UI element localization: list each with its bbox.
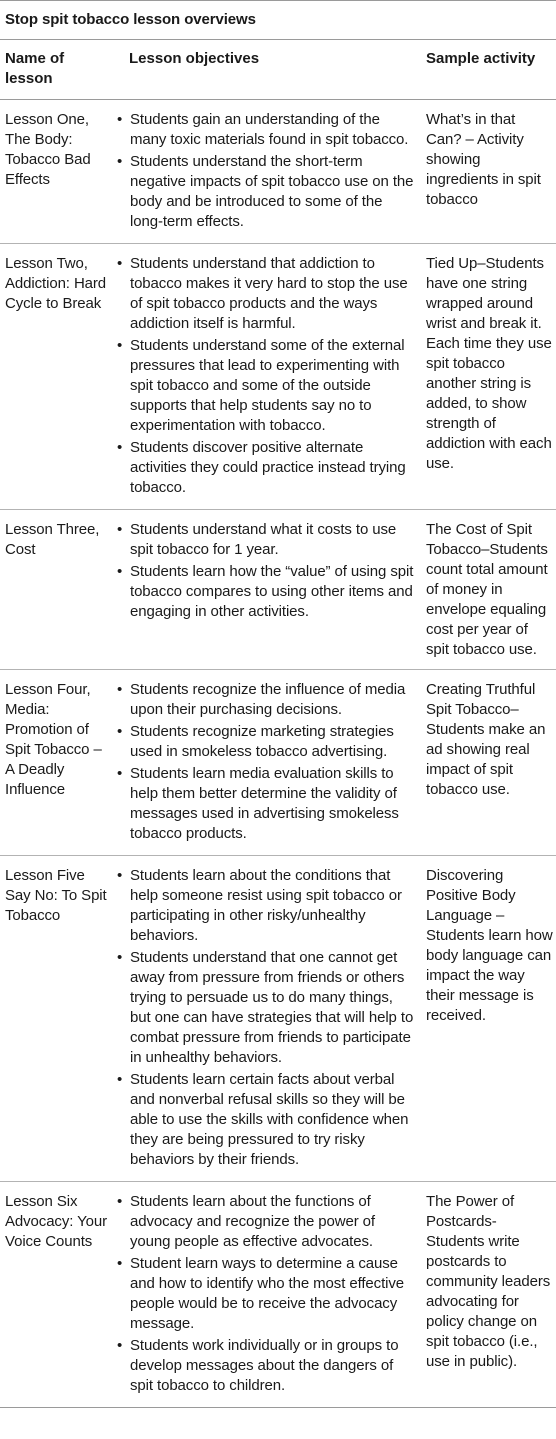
objective-text: Students understand that addiction to tobacco makes it very hard to stop the use of spit tobacco products and the ways addiction itself is harmful. <box>130 255 408 332</box>
objective-text: Students learn certain facts about verbal and nonverbal refusal skills so they will be able to use the skills with confidence when they are being pressured to try risky behaviors by their friends. <box>130 1071 409 1168</box>
objectives-list <box>116 254 415 498</box>
objective-text: Students understand that one cannot get away from pressure from friends or others trying to persuade us to do many things, but one can have strategies that will help to combat pressure from friends to participate in unhealthy behaviors. <box>130 949 414 1066</box>
sample-activity-cell: Discovering Positive Body Language – Students learn how body language can impact the way their message is received. <box>421 856 556 1182</box>
objective-list-item <box>116 254 415 334</box>
header-lesson-name: Name of lesson <box>0 40 116 100</box>
lesson-objectives-cell <box>116 510 421 670</box>
objectives-list <box>116 680 415 844</box>
table-row <box>0 244 556 510</box>
bullet-icon: • <box>117 255 123 272</box>
bullet-icon: • <box>117 867 123 884</box>
objective-text: Students learn about the conditions that help someone resist using spit tobacco or participating in other risky/unhealthy behaviors. <box>130 867 402 944</box>
bullet-icon: • <box>117 153 123 170</box>
header-lesson-objectives: Lesson objectives <box>116 40 421 100</box>
bullet-icon: • <box>117 1193 123 1210</box>
bullet-icon: • <box>117 1337 123 1354</box>
lesson-name-cell: Lesson Four, Media: Promotion of Spit Tobacco – A Deadly Influence <box>0 670 116 856</box>
objective-text: Students learn media evaluation skills to help them better determine the validity of messages used in advertising smokeless tobacco products. <box>130 765 399 842</box>
lesson-objectives-cell <box>116 856 421 1182</box>
sample-activity-cell: Tied Up–Students have one string wrapped around wrist and break it. Each time they use spit tobacco another string is added, to show strength of addiction with each use. <box>421 244 556 510</box>
lesson-name-cell: Lesson Five Say No: To Spit Tobacco <box>0 856 116 1182</box>
objective-list-item <box>116 866 415 946</box>
objective-text: Students understand some of the external pressures that lead to experimenting with spit tobacco and some of the outside supports that help students say no to experimentation with tobacco. <box>130 337 405 434</box>
objective-list-item <box>116 1336 415 1396</box>
objective-text: Student learn ways to determine a cause and how to identify who the most effective people would be to receive the advocacy message. <box>130 1255 405 1332</box>
objective-list-item <box>116 1070 415 1170</box>
objective-list-item <box>116 562 415 622</box>
objectives-list <box>116 866 415 1170</box>
objective-text: Students recognize marketing strategies used in smokeless tobacco advertising. <box>130 723 394 760</box>
header-row <box>0 40 556 100</box>
objectives-list <box>116 1192 415 1396</box>
objective-list-item <box>116 520 415 560</box>
bullet-icon: • <box>117 439 123 456</box>
objective-list-item <box>116 438 415 498</box>
objective-text: Students learn how the “value” of using spit tobacco compares to using other items and engaging in other activities. <box>130 563 414 620</box>
sample-activity-cell: The Power of Postcards-Students write postcards to community leaders advocating for policy change on spit tobacco (i.e., use in public). <box>421 1182 556 1408</box>
bullet-icon: • <box>117 723 123 740</box>
objective-list-item <box>116 1254 415 1334</box>
objective-list-item <box>116 336 415 436</box>
objective-text: Students discover positive alternate activities they could practice instead trying tobacco. <box>130 439 406 496</box>
bullet-icon: • <box>117 111 123 128</box>
objective-text: Students gain an understanding of the many toxic materials found in spit tobacco. <box>130 111 409 148</box>
table-caption: Stop spit tobacco lesson overviews <box>0 0 556 40</box>
objective-text: Students understand the short-term negative impacts of spit tobacco use on the body and be introduced to some of the long-term effects. <box>130 153 414 230</box>
bullet-icon: • <box>117 949 123 966</box>
objective-text: Students work individually or in groups to develop messages about the dangers of spit tobacco to children. <box>130 1337 399 1394</box>
lesson-name-cell: Lesson Three, Cost <box>0 510 116 670</box>
table-row <box>0 100 556 244</box>
objective-text: Students learn about the functions of advocacy and recognize the power of young people as effective advocates. <box>130 1193 375 1250</box>
table-row <box>0 856 556 1182</box>
objective-list-item <box>116 722 415 762</box>
lesson-name-cell: Lesson Two, Addiction: Hard Cycle to Break <box>0 244 116 510</box>
bullet-icon: • <box>117 681 123 698</box>
bullet-icon: • <box>117 1071 123 1088</box>
bullet-icon: • <box>117 1255 123 1272</box>
table-row <box>0 1182 556 1408</box>
sample-activity-cell: The Cost of Spit Tobacco–Students count total amount of money in envelope equaling cost per year of spit tobacco use. <box>421 510 556 670</box>
table-row <box>0 510 556 670</box>
objective-text: Students understand what it costs to use spit tobacco for 1 year. <box>130 521 397 558</box>
objective-list-item <box>116 680 415 720</box>
bullet-icon: • <box>117 521 123 538</box>
lesson-objectives-cell <box>116 100 421 244</box>
objective-list-item <box>116 948 415 1068</box>
sample-activity-cell: Creating Truthful Spit Tobacco–Students make an ad showing real impact of spit tobacco use. <box>421 670 556 856</box>
objective-list-item <box>116 1192 415 1252</box>
objectives-list <box>116 110 415 232</box>
sample-activity-cell: What’s in that Can? – Activity showing ingredients in spit tobacco <box>421 100 556 244</box>
bullet-icon: • <box>117 337 123 354</box>
lesson-name-cell: Lesson One, The Body: Tobacco Bad Effects <box>0 100 116 244</box>
objectives-list <box>116 520 415 622</box>
objective-list-item <box>116 764 415 844</box>
lesson-objectives-cell <box>116 670 421 856</box>
objective-list-item <box>116 152 415 232</box>
lesson-objectives-cell <box>116 244 421 510</box>
objective-text: Students recognize the influence of media upon their purchasing decisions. <box>130 681 406 718</box>
lesson-name-cell: Lesson Six Advocacy: Your Voice Counts <box>0 1182 116 1408</box>
header-sample-activity: Sample activity <box>421 40 556 100</box>
bullet-icon: • <box>117 563 123 580</box>
bullet-icon: • <box>117 765 123 782</box>
objective-list-item <box>116 110 415 150</box>
lesson-objectives-cell <box>116 1182 421 1408</box>
table-row <box>0 670 556 856</box>
lesson-table <box>0 40 556 1408</box>
